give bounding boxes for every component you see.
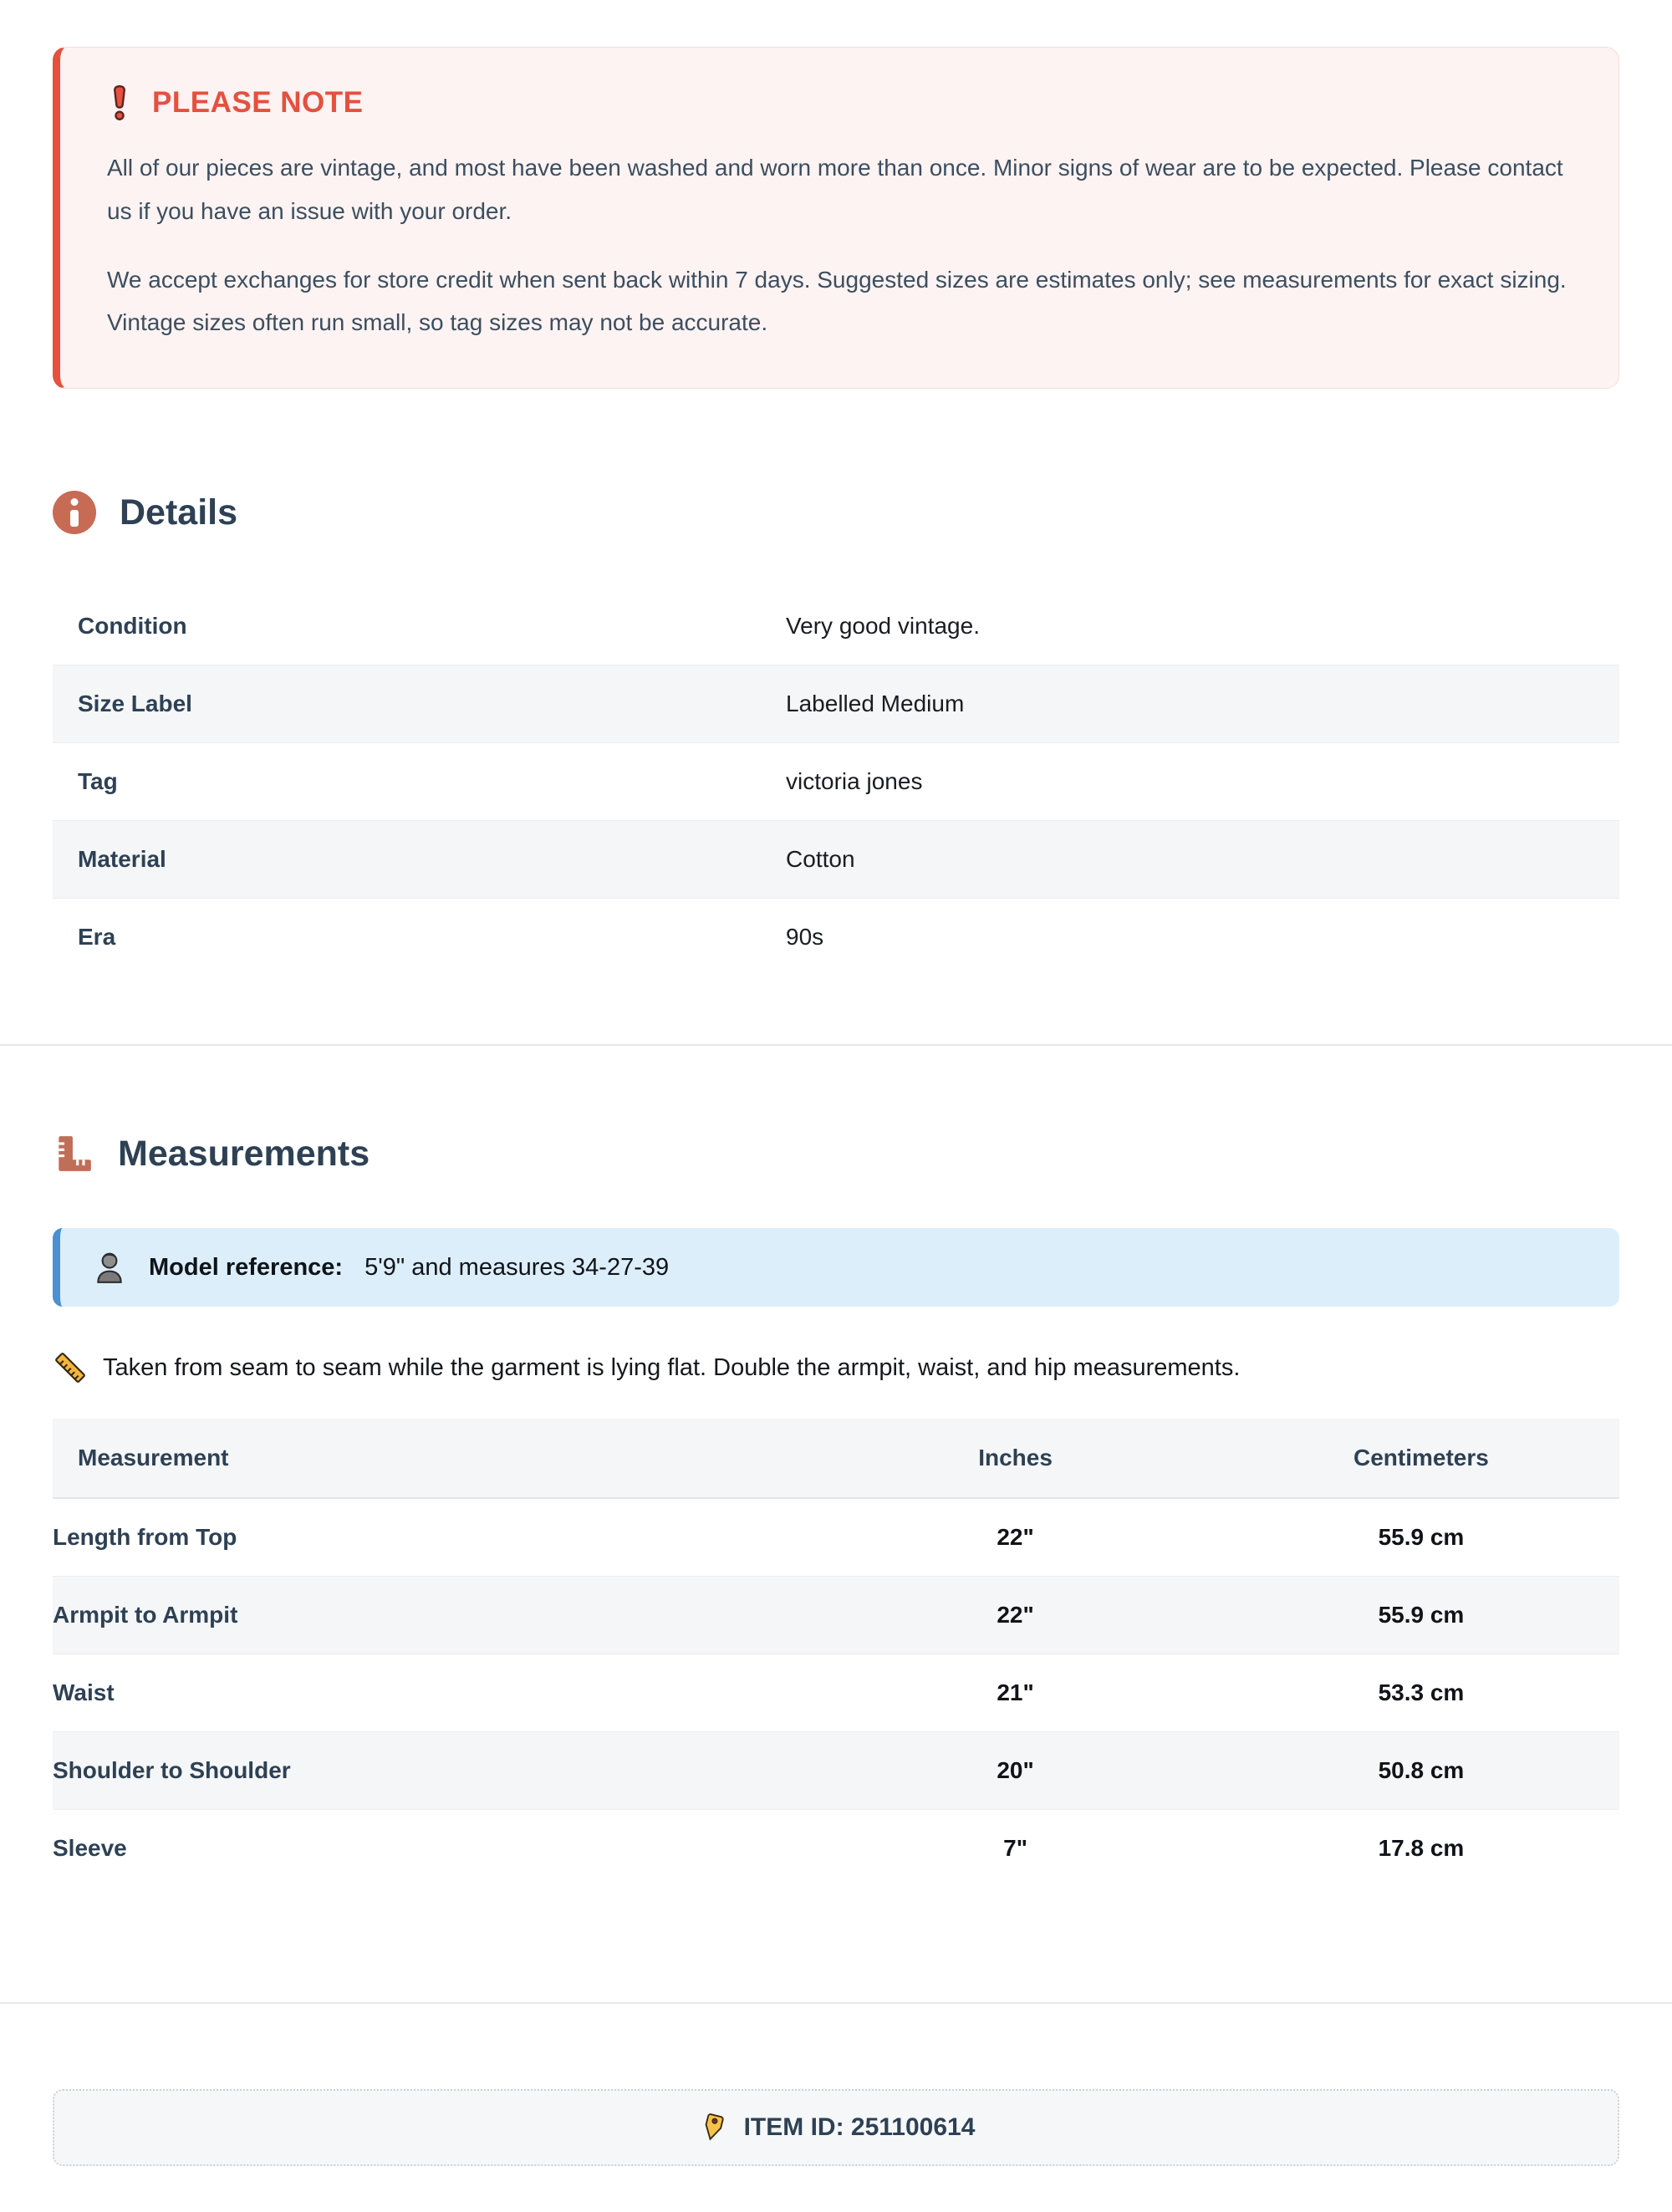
detail-label: Size Label — [53, 665, 786, 743]
detail-value: Labelled Medium — [786, 665, 1619, 743]
details-heading — [53, 491, 1619, 534]
detail-label: Era — [53, 899, 786, 976]
measurement-name: Length from Top — [53, 1524, 237, 1551]
column-header-inches: Inches — [808, 1419, 1223, 1498]
details-title: Details — [120, 492, 238, 533]
table-row — [53, 588, 1619, 665]
details-section — [53, 491, 1619, 976]
column-header-centimeters: Centimeters — [1223, 1419, 1619, 1498]
table-row — [53, 1654, 1619, 1732]
table-row — [53, 899, 1619, 976]
measurement-name: Sleeve — [53, 1810, 808, 1888]
detail-value: Very good vintage. — [786, 613, 980, 640]
table-row — [53, 1498, 1619, 1577]
alert-paragraph-2: We accept exchanges for store credit when sent back within 7 days. Suggested sizes are estimates only; see measurements for exact sizing. Vintage sizes often run small, so tag sizes may not be accurate. — [107, 266, 1567, 336]
measurement-centimeters: 53.3 cm — [1223, 1654, 1619, 1732]
product-info-page — [0, 47, 1672, 2166]
ruler-icon — [53, 1350, 88, 1385]
table-row — [53, 665, 1619, 743]
table-row — [53, 821, 1619, 899]
table-row — [53, 1577, 1619, 1654]
measurement-centimeters: 55.9 cm — [1378, 1524, 1465, 1551]
detail-value: victoria jones — [786, 743, 1619, 821]
measurement-inches: 20" — [808, 1732, 1223, 1810]
table-row — [53, 743, 1619, 821]
alert-paragraph-1: All of our pieces are vintage, and most have been washed and worn more than once. Minor signs of wear are to be expected. Please contact us if you have an issue with your order. — [107, 155, 1563, 224]
person-bust-icon — [92, 1250, 127, 1285]
detail-label: Material — [53, 821, 786, 899]
info-icon — [53, 491, 96, 534]
detail-value: 90s — [786, 899, 1619, 976]
item-id-box — [53, 2089, 1619, 2166]
table-row — [53, 1810, 1619, 1888]
measurements-title: Measurements — [118, 1133, 370, 1174]
measurement-name: Armpit to Armpit — [53, 1577, 808, 1654]
table-row — [53, 1732, 1619, 1810]
detail-value: Cotton — [786, 821, 1619, 899]
alert-header — [107, 84, 1572, 121]
model-reference-label: Model reference: — [149, 1253, 344, 1281]
please-note-alert — [53, 47, 1619, 389]
tag-icon — [697, 2112, 729, 2143]
model-reference-banner — [53, 1228, 1619, 1307]
measurements-table — [53, 1419, 1619, 1887]
measurements-section — [53, 1133, 1619, 1887]
detail-label: Tag — [53, 743, 786, 821]
measurement-centimeters: 55.9 cm — [1223, 1577, 1619, 1654]
measurement-centimeters: 17.8 cm — [1223, 1810, 1619, 1888]
table-header-row — [53, 1419, 1619, 1498]
measurement-inches: 21" — [808, 1654, 1223, 1732]
section-divider — [0, 2002, 1672, 2004]
exclamation-icon — [107, 84, 132, 121]
measurement-name: Shoulder to Shoulder — [53, 1732, 808, 1810]
section-divider — [0, 1044, 1672, 1046]
alert-title: PLEASE NOTE — [152, 86, 364, 119]
details-table — [53, 588, 1619, 976]
measurement-note — [53, 1350, 1619, 1385]
model-reference-value: 5'9" and measures 34-27-39 — [364, 1253, 670, 1281]
measurement-name: Waist — [53, 1654, 808, 1732]
measurement-inches: 22" — [808, 1577, 1223, 1654]
measurement-centimeters: 50.8 cm — [1223, 1732, 1619, 1810]
detail-label: Condition — [78, 613, 187, 640]
carpenter-ruler-icon — [53, 1133, 94, 1175]
measurement-inches: 7" — [808, 1810, 1223, 1888]
item-id-text: ITEM ID: 251100614 — [743, 2113, 976, 2142]
column-header-measurement: Measurement — [53, 1419, 808, 1498]
measurement-inches: 22" — [997, 1524, 1034, 1551]
measurements-heading — [53, 1133, 1619, 1175]
measurement-note-text: Taken from seam to seam while the garment is lying flat. Double the armpit, waist, and hip measurements. — [103, 1353, 1241, 1381]
